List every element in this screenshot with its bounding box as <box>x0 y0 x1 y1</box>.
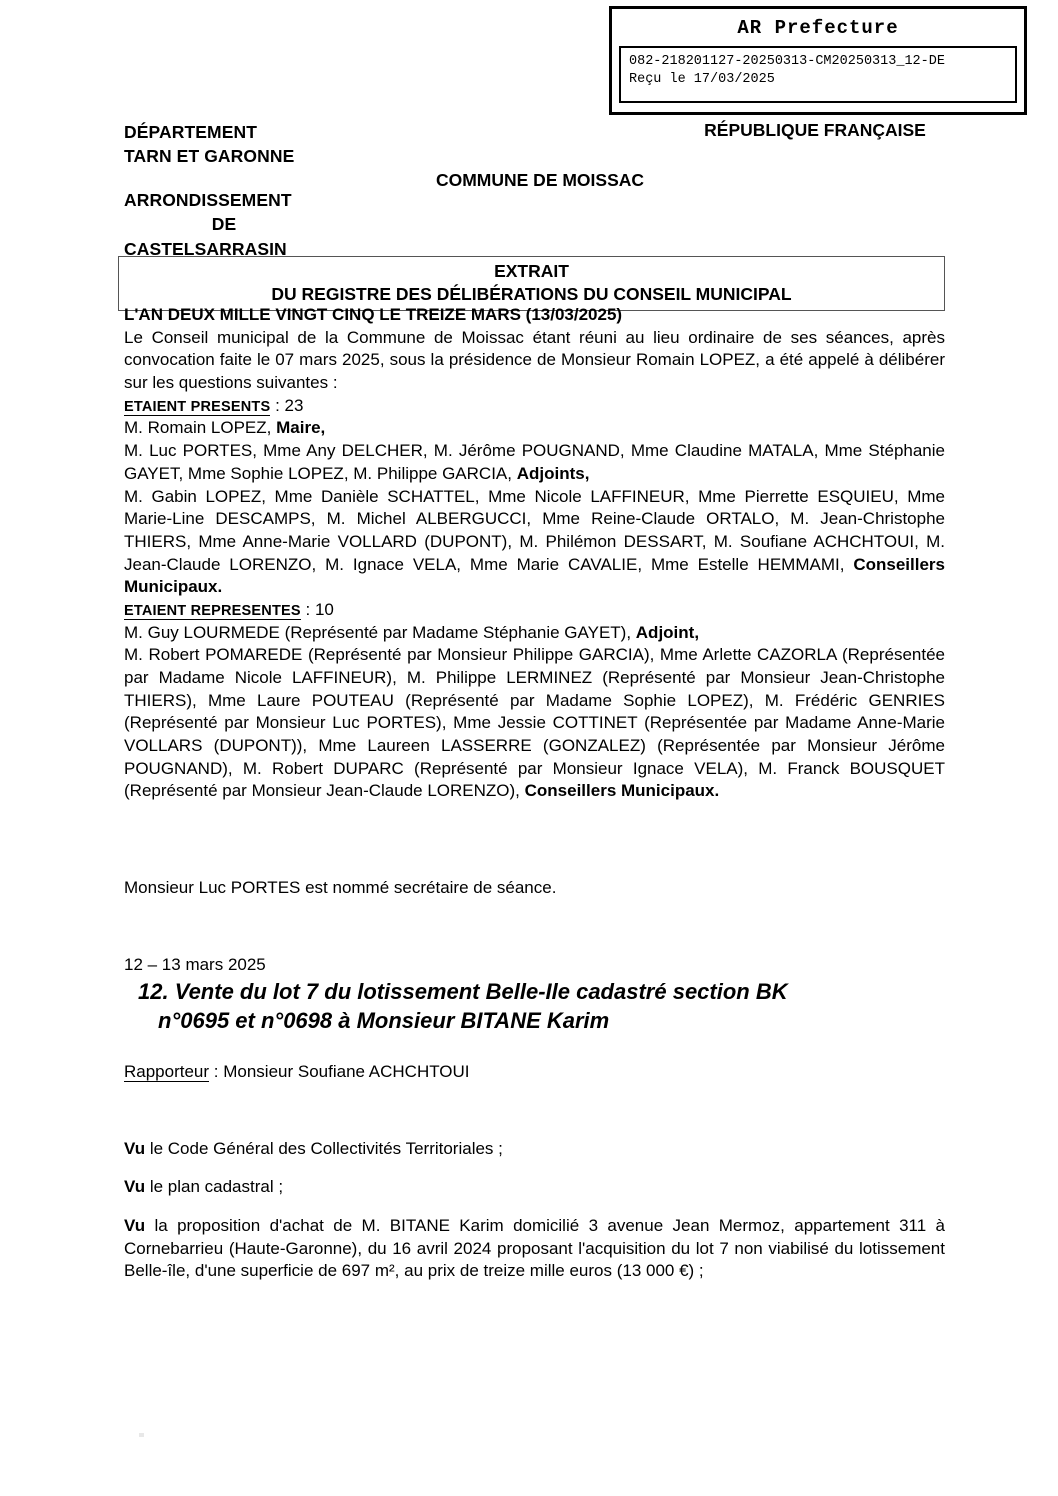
extrait-line-1: EXTRAIT <box>494 261 569 281</box>
presents-heading <box>124 395 945 418</box>
rapporteur-line <box>124 1061 945 1084</box>
vu-clause-2 <box>124 1176 945 1199</box>
ar-reference-number: 082-218201127-20250313-CM20250313_12-DE <box>629 53 945 69</box>
presents-separator: : <box>270 395 285 415</box>
represented-adjoint-role: Adjoint, <box>635 622 700 642</box>
represented-count: 10 <box>314 599 334 619</box>
deliberation-reference-date: 12 – 13 mars 2025 <box>124 954 266 974</box>
extrait-box <box>118 256 945 311</box>
represented-adjoint-name: M. Guy LOURMEDE (Représenté par Madame Stéphanie GAYET), <box>124 622 636 642</box>
rapporteur-label: Rapporteur <box>124 1062 210 1081</box>
maire-name: M. Romain LOPEZ, <box>124 418 277 438</box>
rapporteur-value: : Monsieur Soufiane ACHCHTOUI <box>209 1062 470 1081</box>
conseillers-names: M. Gabin LOPEZ, Mme Danièle SCHATTEL, Mme Nicole LAFFINEUR, Mme Pierrette ESQUIEU, Mme Marie-Line DESCAMPS, M. Michel ALBERGUCCI, Mme Reine-Claude ORTALO, M. Jean-Christophe THIERS, Mme Anne-Marie VOLLARD (DUPONT), M. Philémon DESSART, M. Soufiane ACHCHTOUI, M. Jean-Claude LORENZO, M. Ignace VELA, Mme Marie CAVALIE, Mme Estelle HEMMAMI, <box>124 486 945 574</box>
conseillers-role: Conseillers Municipaux. <box>124 554 945 597</box>
convocation-paragraph: Le Conseil municipal de la Commune de Moissac étant réuni au lieu ordinaire de ses séances, après convocation faite le 07 mars 2025, sous la présidence de Monsieur Romain LOPEZ, a été appelé à délibérer sur les questions suivantes : <box>124 327 945 393</box>
maire-role: Maire, <box>276 418 326 438</box>
vu-clause-3 <box>124 1215 945 1283</box>
adjoints-names: M. Luc PORTES, Mme Any DELCHER, M. Jérôme POUGNAND, Mme Claudine MATALA, Mme Stéphanie GAYET, Mme Sophie LOPEZ, M. Philippe GARCIA, <box>124 441 945 483</box>
presents-adjoints-line <box>124 440 945 485</box>
deliberation-title-number: 12. <box>138 978 169 1004</box>
represented-separator: : <box>300 599 315 619</box>
vu-prefix-3: Vu <box>124 1216 146 1236</box>
vu-text-3: la proposition d'achat de M. BITANE Karim domicilié 3 avenue Jean Mermoz, appartement 311 à Cornebarrieu (Haute-Garonne), du 16 avril 2024 proposant l'acquisition du lot 7 non viabilisé du lotissement Belle-île, d'une superficie de 697 m², au prix de treize mille euros (13 000 €) ; <box>124 1216 945 1281</box>
deliberation-title-line-2: n°0695 et n°0698 à Monsieur BITANE Karim <box>158 1007 610 1033</box>
ar-received-date: Reçu le 17/03/2025 <box>629 72 775 88</box>
commune-heading: COMMUNE DE MOISSAC <box>435 170 645 190</box>
extrait-line-2: DU REGISTRE DES DÉLIBÉRATIONS DU CONSEIL MUNICIPAL <box>271 283 792 304</box>
presents-maire-line <box>124 417 945 440</box>
presents-count: 23 <box>284 395 304 415</box>
adjoints-role: Adjoints, <box>516 463 590 483</box>
vu-prefix-2: Vu <box>124 1177 146 1197</box>
ar-prefecture-details <box>619 46 1017 103</box>
represented-label: ETAIENT REPRESENTES <box>124 602 301 619</box>
scan-artifact <box>139 1433 144 1437</box>
republic-heading: RÉPUBLIQUE FRANÇAISE <box>704 120 926 140</box>
deliberation-title <box>124 977 945 1036</box>
represented-conseillers-line <box>124 644 945 803</box>
department-label: DÉPARTEMENT <box>124 122 257 142</box>
arrondissement-label: ARRONDISSEMENT <box>124 190 292 211</box>
session-date-headline: L'AN DEUX MILLE VINGT CINQ LE TREIZE MARS (13/03/2025) <box>124 305 623 324</box>
arrondissement-de: DE <box>211 214 237 235</box>
department-name: TARN ET GARONNE <box>124 146 295 167</box>
document-body <box>124 304 945 1283</box>
vu-text-2: le plan cadastral ; <box>145 1177 284 1197</box>
ar-prefecture-title: AR Prefecture <box>737 17 899 39</box>
secretary-line: Monsieur Luc PORTES est nommé secrétaire de séance. <box>124 878 557 898</box>
represented-conseillers-role: Conseillers Municipaux. <box>524 781 720 801</box>
deliberation-title-line-1: Vente du lot 7 du lotissement Belle-Ile cadastré section BK <box>174 978 788 1004</box>
presents-label: ETAIENT PRESENTS <box>124 398 271 415</box>
represented-adjoint-line <box>124 622 945 645</box>
vu-text-1: le Code Général des Collectivités Territoriales ; <box>145 1138 503 1158</box>
vu-prefix-1: Vu <box>124 1138 146 1158</box>
represented-conseillers-names: M. Robert POMAREDE (Représenté par Monsieur Philippe GARCIA), Mme Arlette CAZORLA (Représentée par Madame Nicole LAFFINEUR), M. Philippe LERMINEZ (Représenté par Monsieur Jean-Christophe THIERS), Mme Laure POUTEAU (Représenté par Madame Sophie LOPEZ), M. Frédéric GENRIES (Représenté par Monsieur Luc PORTES), Mme Jessie COTTINET (Représentée par Madame Anne-Marie VOLLARS (DUPONT)), Mme Laureen LASSERRE (GONZALEZ) (Représentée par Monsieur Jérôme POUGNAND), M. Robert DUPARC (Représenté par Monsieur Ignace VELA), M. Franck BOUSQUET (Représenté par Monsieur Jean-Claude LORENZO), <box>124 645 945 801</box>
arrondissement-name: CASTELSARRASIN <box>124 238 287 259</box>
presents-conseillers-line <box>124 486 945 599</box>
represented-heading <box>124 599 945 622</box>
ar-prefecture-stamp <box>609 6 1027 115</box>
vu-clause-1 <box>124 1138 945 1161</box>
